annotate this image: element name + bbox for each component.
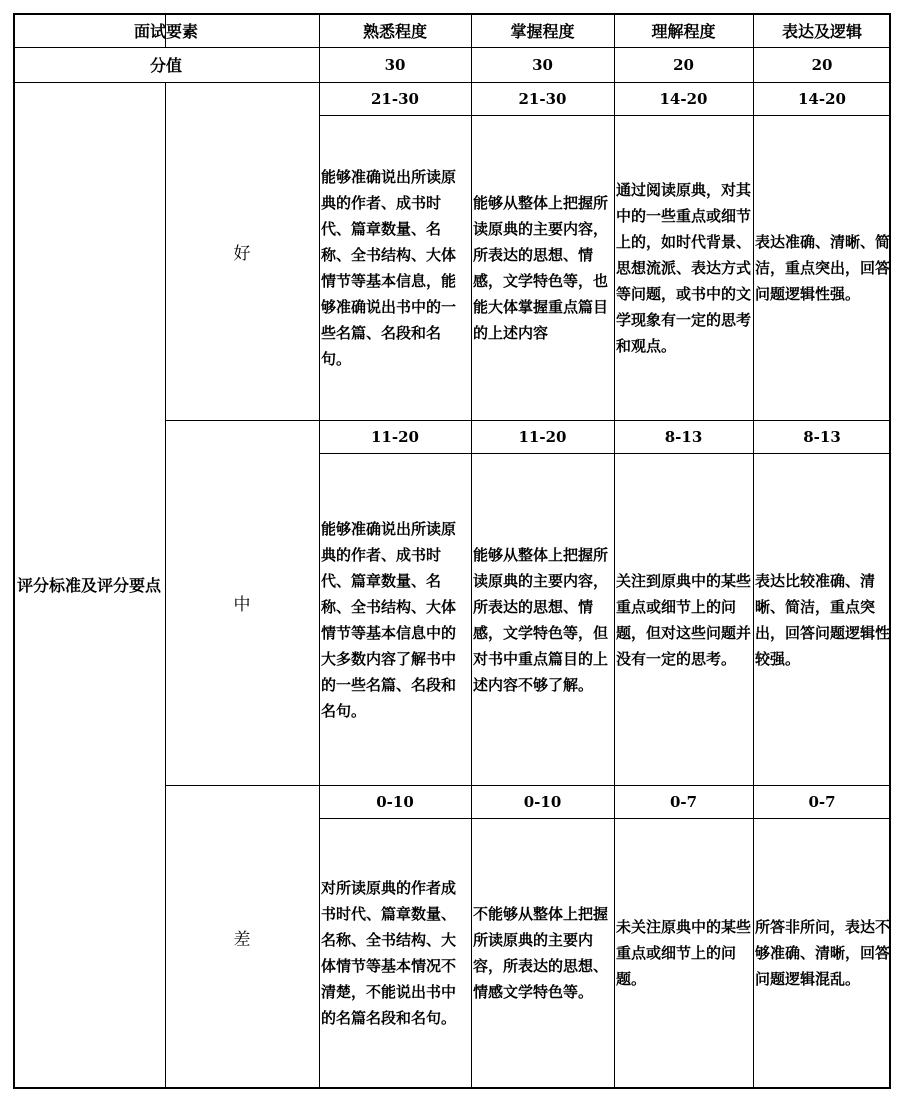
range-medium-understanding: 8-13 <box>664 427 703 446</box>
range-medium-mastery: 11-20 <box>518 427 567 446</box>
desc-medium-expression: 表达比较准确、清晰、简洁，重点突出，回答问题逻辑性较强。 <box>755 571 891 668</box>
range-poor-expression: 0-7 <box>808 792 836 811</box>
score-understanding: 20 <box>673 55 694 74</box>
header-expression: 表达及逻辑 <box>781 21 862 41</box>
desc-poor-familiarity: 对所读原典的作者成书时代、篇章数量、名称、全书结构、大体情节等基本情况不清楚，不能说出书中的名篇名段和名句。 <box>321 879 457 1027</box>
header-factor: 面试要素 <box>133 21 198 41</box>
desc-good-familiarity: 能够准确说出所读原典的作者、成书时代、篇章数量、名称、全书结构、大体情节等基本信息，能够准确说出书中的一些名篇、名段和名句。 <box>321 168 457 368</box>
desc-medium-mastery: 能够从整体上把握所读原典的主要内容，所表达的思想、情感，文学特色等，但对书中重点篇目的上述内容不够了解。 <box>473 545 609 694</box>
header-understanding: 理解程度 <box>651 21 716 41</box>
range-poor-understanding: 0-7 <box>669 792 698 811</box>
range-good-familiarity: 21-30 <box>371 89 419 108</box>
desc-good-understanding: 通过阅读原典，对其中的一些重点或细节上的，如时代背景、思想流派、表达方式等问题，或书中的文学现象有一定的思考和观点。 <box>616 181 752 355</box>
range-medium-familiarity: 11-20 <box>371 427 419 446</box>
desc-medium-understanding: 关注到原典中的某些重点或细节上的问题，但对这些问题并没有一定的思考。 <box>616 571 752 668</box>
desc-poor-expression: 所答非所问，表达不够准确、清晰，回答问题逻辑混乱。 <box>755 918 891 988</box>
range-good-understanding: 14-20 <box>659 89 708 108</box>
desc-good-expression: 表达准确、清晰、简洁，重点突出，回答问题逻辑性强。 <box>755 233 891 303</box>
range-poor-mastery: 0-10 <box>523 792 562 811</box>
desc-poor-understanding: 未关注原典中的某些重点或细节上的问题。 <box>616 918 752 988</box>
section-label: 评分标准及评分要点 <box>16 575 161 595</box>
desc-good-mastery: 能够从整体上把握所读原典的主要内容，所表达的思想、情感，文学特色等，也能大体掌握重点篇目的上述内容 <box>473 194 609 342</box>
range-good-mastery: 21-30 <box>518 89 567 108</box>
score-mastery: 30 <box>532 55 553 74</box>
range-poor-familiarity: 0-10 <box>376 792 414 811</box>
range-good-expression: 14-20 <box>798 89 846 108</box>
score-expression: 20 <box>811 55 833 74</box>
score-label: 分值 <box>149 56 182 75</box>
level-poor: 差 <box>233 929 251 950</box>
header-familiarity: 熟悉程度 <box>362 21 427 41</box>
score-familiarity: 30 <box>384 55 406 74</box>
level-good: 好 <box>233 243 251 264</box>
header-mastery: 掌握程度 <box>510 21 575 41</box>
desc-poor-mastery: 不能够从整体上把握所读原典的主要内容，所表达的思想、情感文学特色等。 <box>473 905 609 1001</box>
desc-medium-familiarity: 能够准确说出所读原典的作者、成书时代、篇章数量、名称、全书结构、大体情节等基本信息中的大多数内容了解书中的一些名篇、名段和名句。 <box>321 519 457 720</box>
range-medium-expression: 8-13 <box>803 427 841 446</box>
level-medium: 中 <box>233 595 251 615</box>
